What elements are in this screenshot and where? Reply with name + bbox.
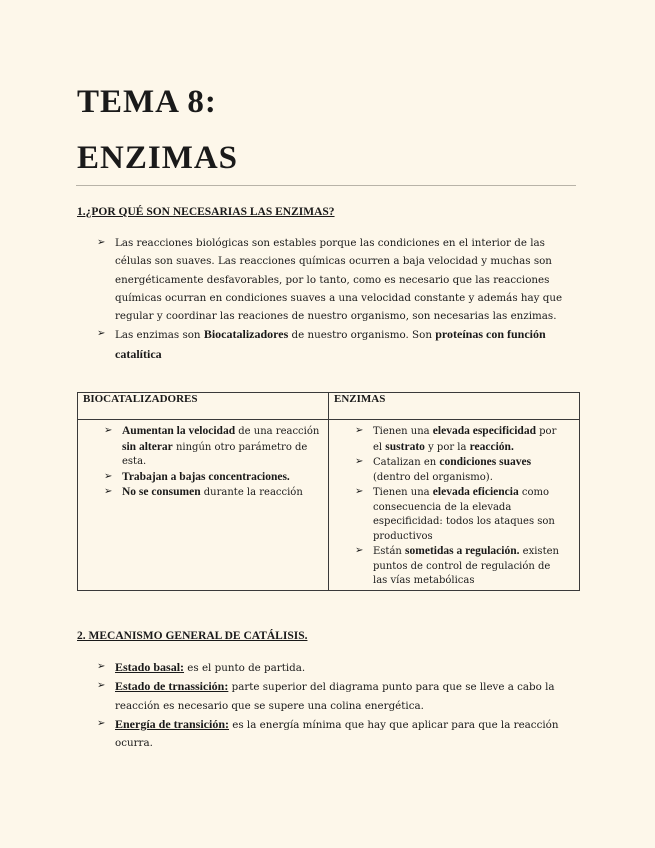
text: de nuestro organismo. Son [288, 329, 436, 342]
bullet-arrow-icon: ➢ [97, 237, 106, 248]
bullet-arrow-icon: ➢ [104, 470, 113, 482]
horizontal-divider [76, 185, 576, 186]
bold-text: sometidas a regulación. [405, 545, 520, 557]
column-header-biocatalizadores: BIOCATALIZADORES [78, 393, 329, 420]
list-item [104, 470, 322, 486]
bullet-arrow-icon: ➢ [97, 680, 106, 692]
term-label: Energía de transición: [115, 716, 229, 731]
text: durante la reacción [200, 487, 303, 498]
title-line-2: ENZIMAS [77, 140, 239, 176]
table-cell-enzimas [329, 420, 580, 591]
bold-text: Biocatalizadores [203, 327, 289, 342]
bullet-arrow-icon: ➢ [97, 328, 106, 340]
bold-text: reacción. [469, 440, 514, 453]
term-label: Estado de trnassición: [115, 679, 229, 694]
section-1-list [97, 234, 570, 364]
enzimas-list [355, 424, 563, 589]
section-2-heading: 2. MECANISMO GENERAL DE CATÁLISIS. [77, 630, 308, 642]
definition-text: parte superior del diagrama punto para que se lleve a cabo la reacción es necesario que se supere una colina energética. [115, 681, 555, 712]
list-item [97, 325, 570, 364]
term-label: Estado basal: [115, 660, 185, 674]
list-item [104, 485, 322, 501]
definition-text: es el punto de partida. [184, 662, 306, 674]
table-row [78, 420, 580, 591]
bold-text: No se consumen [122, 486, 201, 498]
bold-text: elevada especificidad [432, 425, 536, 437]
list-item [97, 677, 575, 715]
bullet-arrow-icon: ➢ [355, 456, 364, 467]
title-line-1: TEMA 8: [77, 84, 217, 120]
text: Están [373, 546, 406, 557]
text: (dentro del organismo). [373, 471, 493, 483]
text: ningún otro parámetro de esta. [122, 441, 308, 467]
text: Tienen una [373, 426, 433, 437]
list-item [97, 234, 570, 325]
bullet-arrow-icon: ➢ [355, 425, 364, 436]
bold-text: condiciones suaves [439, 456, 532, 468]
bullet-arrow-icon: ➢ [104, 486, 113, 497]
bullet-arrow-icon: ➢ [355, 486, 364, 497]
column-header-enzimas: ENZIMAS [329, 393, 580, 420]
list-item [104, 424, 322, 470]
table-header-row [78, 393, 580, 420]
comparison-table [77, 392, 580, 591]
biocatalizadores-list [104, 424, 322, 501]
paragraph-text: Las reacciones biológicas son estables porque las condiciones en el interior de las células son suaves. Las reacciones químicas ocurren a baja velocidad y muchas son energéticamente desfavorables, por lo tanto, como es necesario que las reacciones químicas ocurran en condiciones suaves a una velocidad constante y además hay que regular y coordinar las reaciones de nuestro organismo, son necesarias las enzimas. [115, 237, 563, 323]
text: y por la [424, 441, 470, 453]
list-item [355, 455, 563, 485]
bullet-arrow-icon: ➢ [97, 661, 106, 672]
bold-text: Trabajan a bajas concentraciones. [122, 470, 290, 483]
bold-text: proteínas con función catalítica [115, 327, 546, 361]
bold-text: sin alterar [122, 440, 173, 453]
bullet-arrow-icon: ➢ [355, 545, 364, 556]
bullet-arrow-icon: ➢ [104, 425, 113, 436]
bold-text: sustrato [385, 440, 425, 453]
list-item [355, 424, 563, 455]
list-item [355, 544, 563, 589]
text: Catalizan en [373, 457, 440, 468]
text: existen puntos de control de regulación de las vías metabólicas [373, 546, 559, 586]
text: de una reacción [235, 426, 320, 437]
definition-text: es la energía mínima que hay que aplicar para que la reacción ocurra. [115, 718, 559, 750]
bold-text: Aumentan la velocidad [122, 425, 236, 437]
section-2-list [97, 658, 575, 752]
list-item [97, 658, 575, 677]
text: por el [373, 426, 557, 453]
text: como consecuencia de la elevada especificidad: todos los ataques son productivos [373, 487, 555, 542]
text: Tienen una [373, 487, 433, 498]
table-cell-biocatalizadores [78, 420, 329, 591]
bullet-arrow-icon: ➢ [97, 717, 106, 729]
list-item [355, 485, 563, 544]
list-item [97, 715, 575, 753]
section-1-heading: 1.¿POR QUÉ SON NECESARIAS LAS ENZIMAS? [77, 206, 335, 218]
bold-text: elevada eficiencia [432, 486, 519, 498]
text: Las enzimas son [115, 329, 204, 342]
